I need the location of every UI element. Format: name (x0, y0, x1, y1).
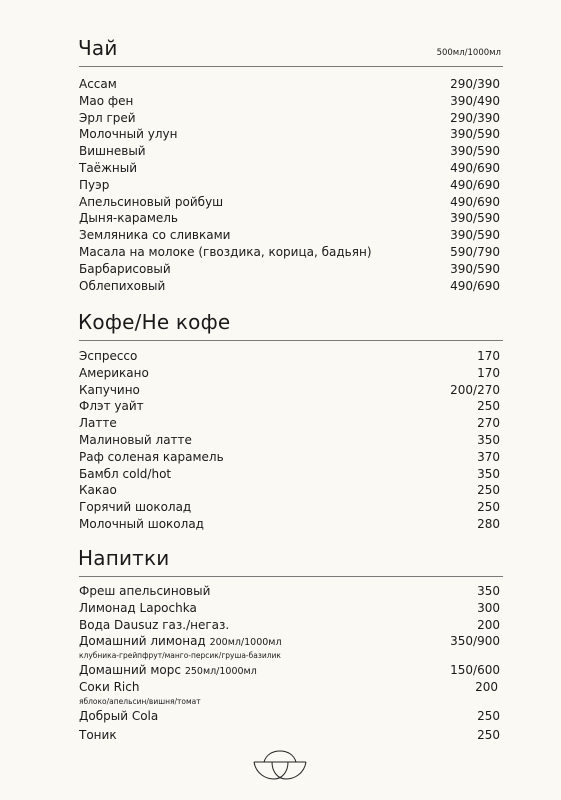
item-name: Раф соленая карамель (79, 449, 224, 464)
list-item (79, 365, 500, 382)
item-price: 170 (477, 349, 500, 363)
list-item (79, 708, 500, 725)
drinks-list (79, 583, 500, 743)
item-name: Апельсиновый ройбуш (79, 194, 224, 209)
item-price: 350 (477, 432, 500, 447)
list-item (79, 382, 500, 399)
item-name-text: Домашний лимонад (79, 634, 206, 649)
list-item (79, 126, 500, 143)
item-name: Латте (79, 416, 117, 431)
item-name: Капучино (79, 382, 140, 397)
coffee-divider (79, 340, 503, 341)
drinks-section (78, 544, 503, 742)
item-price: 370 (477, 449, 500, 464)
item-name: Вишневый (79, 144, 146, 159)
list-item (79, 93, 500, 110)
list-item (79, 261, 500, 278)
item-name: Флэт уайт (79, 399, 144, 414)
item-price: 490/690 (450, 278, 500, 293)
list-item (79, 76, 500, 93)
list-item (79, 600, 500, 617)
item-name: Тоник (79, 727, 117, 742)
item-volume: 200мл/1000мл (209, 637, 282, 649)
item-name: Вода Dausuz газ./негаз. (79, 617, 230, 632)
list-item (79, 633, 500, 650)
item-price: 350/900 (450, 634, 500, 649)
item-price: 490/690 (450, 160, 500, 175)
item-price: 390/590 (450, 144, 500, 159)
coffee-title: Кофе/Не кофе (78, 310, 231, 334)
tea-header (79, 34, 503, 66)
item-flavors: клубника-грейпфрут/манго-персик/груша-базилик (79, 651, 281, 661)
item-name: Малиновый латте (79, 432, 192, 447)
list-item (79, 177, 500, 194)
item-name: Эспрессо (79, 349, 138, 363)
item-name: Молочный шоколад (79, 516, 204, 531)
drinks-header (79, 544, 503, 576)
item-price: 250 (477, 500, 500, 515)
item-price: 280 (477, 516, 500, 531)
item-name: Земляника со сливками (79, 228, 231, 243)
list-item (79, 432, 500, 449)
list-item (79, 110, 500, 127)
item-price: 590/790 (450, 244, 500, 259)
item-price: 250 (477, 727, 500, 742)
list-item (79, 727, 500, 744)
list-item (79, 499, 500, 516)
list-item (79, 194, 500, 211)
list-item (79, 516, 500, 533)
list-item (79, 466, 500, 483)
coffee-header (79, 308, 503, 340)
item-name: Облепиховый (79, 278, 166, 293)
item-name: Американо (79, 365, 149, 380)
item-name: Дыня-карамель (79, 211, 178, 226)
coffee-section (78, 308, 503, 531)
item-price: 250 (477, 483, 500, 498)
tea-section (78, 34, 503, 293)
item-price: 170 (477, 365, 500, 380)
item-price: 250 (477, 708, 500, 723)
item-price: 290/390 (450, 77, 500, 91)
item-price: 200 (477, 617, 500, 632)
item-price: 200/270 (450, 382, 500, 397)
item-name: Мао фен (79, 93, 134, 108)
tea-list (79, 76, 500, 294)
item-name: Ассам (79, 77, 117, 91)
list-item (79, 244, 500, 261)
list-item (79, 617, 500, 634)
item-name: Бамбл cold/hot (79, 466, 172, 481)
item-price: 390/590 (450, 261, 500, 276)
item-price: 350 (477, 584, 500, 598)
list-item (79, 278, 500, 295)
item-name: Молочный улун (79, 127, 178, 142)
item-name: Какао (79, 483, 117, 498)
item-price: 200 (475, 679, 498, 694)
item-price: 270 (477, 416, 500, 431)
item-price: 300 (477, 600, 500, 615)
list-item (79, 227, 500, 244)
item-name: Горячий шоколад (79, 500, 192, 515)
list-item (79, 160, 500, 177)
list-item (79, 398, 500, 415)
list-item (79, 679, 500, 696)
item-price: 390/590 (450, 127, 500, 142)
list-item (79, 348, 500, 365)
item-flavors: яблоко/апельсин/вишня/томат (79, 696, 201, 706)
item-name: Соки Rich (79, 679, 140, 694)
item-price: 250 (477, 399, 500, 414)
item-price: 490/690 (450, 194, 500, 209)
list-item (79, 662, 500, 679)
list-item (79, 210, 500, 227)
item-name: Фреш апельсиновый (79, 584, 211, 598)
item-name-text: Домашний морс (79, 663, 181, 678)
item-name: Пуэр (79, 177, 110, 192)
list-item (79, 449, 500, 466)
item-name: Масала на молоке (гвоздика, корица, бадьян) (79, 244, 372, 259)
item-price: 150/600 (450, 663, 500, 678)
item-name: Лимонад Lapochka (79, 600, 197, 615)
item-name: Барбарисовый (79, 261, 171, 276)
tea-title: Чай (78, 36, 118, 60)
item-price: 290/390 (450, 110, 500, 125)
list-item (79, 143, 500, 160)
item-price: 490/690 (450, 177, 500, 192)
list-item (79, 415, 500, 432)
coffee-list (79, 348, 500, 533)
item-price: 390/590 (450, 211, 500, 226)
drinks-title: Напитки (78, 546, 170, 570)
item-name: Добрый Cola (79, 708, 159, 723)
item-name: Эрл грей (79, 110, 136, 125)
item-name: Таёжный (79, 160, 137, 175)
tea-volume-note: 500мл/1000мл (436, 48, 501, 58)
bowl-logo-icon (250, 750, 310, 780)
item-volume: 250мл/1000мл (184, 666, 257, 678)
list-item (79, 482, 500, 499)
item-price: 390/590 (450, 228, 500, 243)
drinks-divider (79, 576, 503, 577)
item-price: 390/490 (450, 93, 500, 108)
item-price: 350 (477, 466, 500, 481)
tea-divider (79, 66, 503, 67)
list-item (79, 583, 500, 600)
